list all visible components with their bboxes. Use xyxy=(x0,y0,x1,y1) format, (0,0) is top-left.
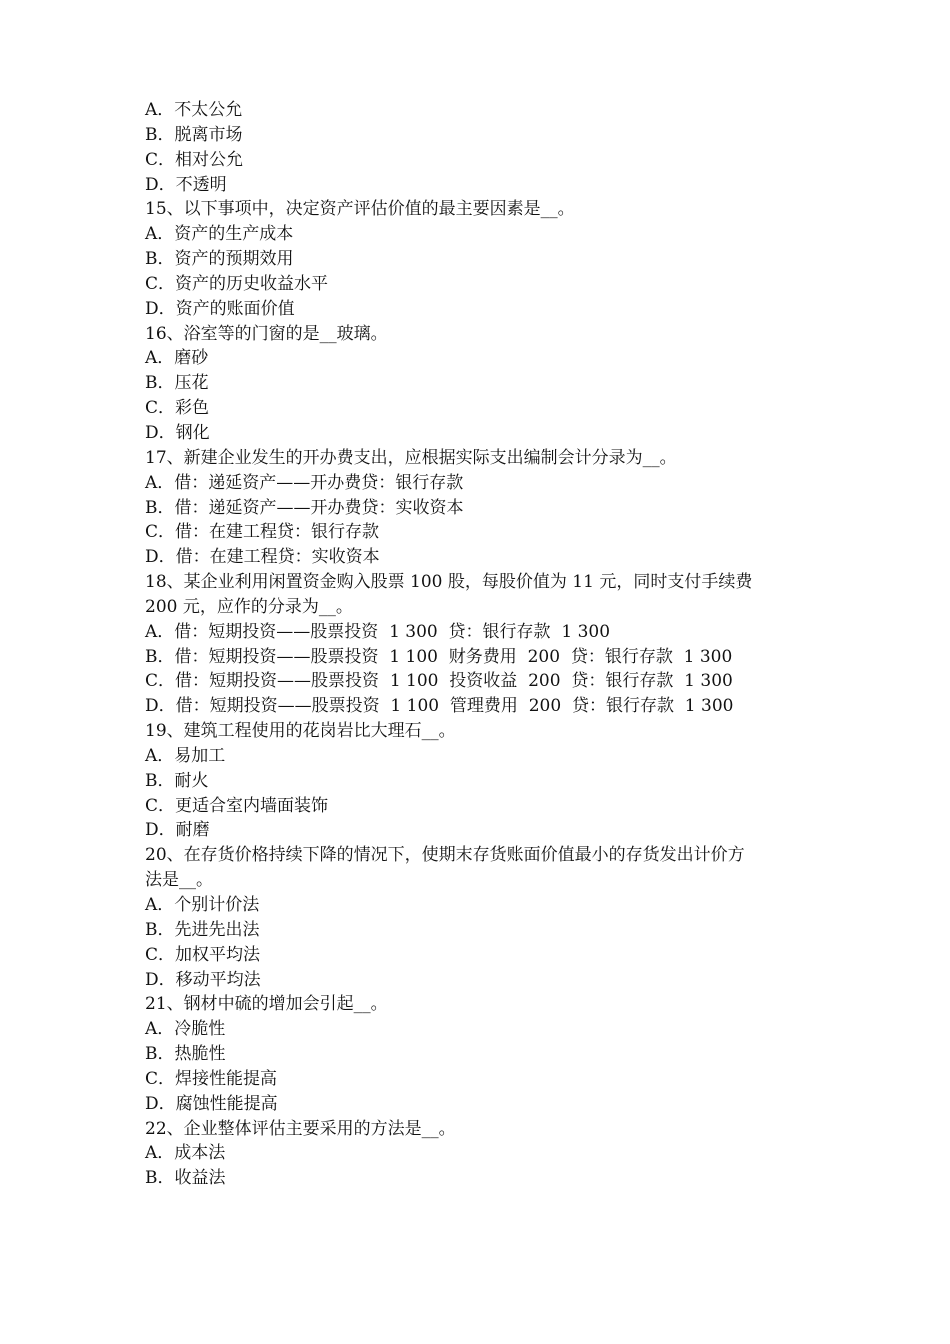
option-14-c: C．相对公允 xyxy=(145,149,244,170)
option-18-c: C．借：短期投资——股票投资 1 100 投资收益 200 贷：银行存款 1 300 xyxy=(145,671,733,692)
option-14-d: D．不透明 xyxy=(145,174,227,195)
question-18-line-2: 200 元，应作的分录为__。 xyxy=(145,596,353,617)
option-18-a: A．借：短期投资——股票投资 1 300 贷：银行存款 1 300 xyxy=(145,621,611,642)
question-18-line-1: 18、某企业利用闲置资金购入股票 100 股，每股价值为 11 元，同时支付手续费 xyxy=(145,572,753,593)
question-22: 22、企业整体评估主要采用的方法是__。 xyxy=(145,1118,456,1139)
option-15-c: C．资产的历史收益水平 xyxy=(145,273,329,294)
option-21-b: B．热脆性 xyxy=(145,1044,226,1065)
option-16-c: C．彩色 xyxy=(145,398,210,419)
option-21-d: D．腐蚀性能提高 xyxy=(145,1093,278,1114)
option-20-d: D．移动平均法 xyxy=(145,969,261,990)
option-22-b: B．收益法 xyxy=(145,1168,226,1189)
option-16-d: D．钢化 xyxy=(145,422,210,443)
option-17-b: B．借：递延资产——开办费贷：实收资本 xyxy=(145,497,464,518)
option-19-a: A．易加工 xyxy=(145,745,226,766)
option-20-a: A．个别计价法 xyxy=(145,895,260,915)
option-20-c: C．加权平均法 xyxy=(145,944,261,965)
option-18-d: D．借：短期投资——股票投资 1 100 管理费用 200 贷：银行存款 1 300 xyxy=(145,696,734,717)
question-15: 15、以下事项中，决定资产评估价值的最主要因素是__。 xyxy=(145,199,575,220)
option-14-a: A．不太公允 xyxy=(145,100,243,120)
question-19: 19、建筑工程使用的花岗岩比大理石__。 xyxy=(145,721,456,742)
question-16: 16、浴室等的门窗的是__玻璃。 xyxy=(145,323,388,344)
option-19-c: C．更适合室内墙面装饰 xyxy=(145,795,329,816)
option-19-b: B．耐火 xyxy=(145,770,209,791)
option-22-a: A．成本法 xyxy=(145,1143,226,1164)
question-17: 17、新建企业发生的开办费支出，应根据实际支出编制会计分录为__。 xyxy=(145,447,677,468)
option-18-b: B．借：短期投资——股票投资 1 100 财务费用 200 贷：银行存款 1 300 xyxy=(145,646,733,667)
document-page xyxy=(145,98,825,1191)
option-17-d: D．借：在建工程贷：实收资本 xyxy=(145,547,380,568)
question-20-line-2: 法是__。 xyxy=(145,870,213,891)
option-19-d: D．耐磨 xyxy=(145,820,210,841)
option-15-d: D．资产的账面价值 xyxy=(145,298,295,319)
option-20-b: B．先进先出法 xyxy=(145,919,260,940)
option-16-b: B．压花 xyxy=(145,373,209,394)
option-17-a: A．借：递延资产——开办费贷：银行存款 xyxy=(145,472,464,493)
question-21: 21、钢材中硫的增加会引起__。 xyxy=(145,994,388,1015)
option-14-b: B．脱离市场 xyxy=(145,124,243,145)
option-15-a: A．资产的生产成本 xyxy=(145,224,294,245)
option-21-a: A．冷脆性 xyxy=(145,1019,226,1040)
option-17-c: C．借：在建工程贷：银行存款 xyxy=(145,522,380,543)
option-21-c: C．焊接性能提高 xyxy=(145,1068,278,1089)
option-16-a: A．磨砂 xyxy=(145,348,209,369)
option-15-b: B．资产的预期效用 xyxy=(145,249,294,270)
question-20-line-1: 20、在存货价格持续下降的情况下，使期末存货账面价值最小的存货发出计价方 xyxy=(145,845,745,866)
